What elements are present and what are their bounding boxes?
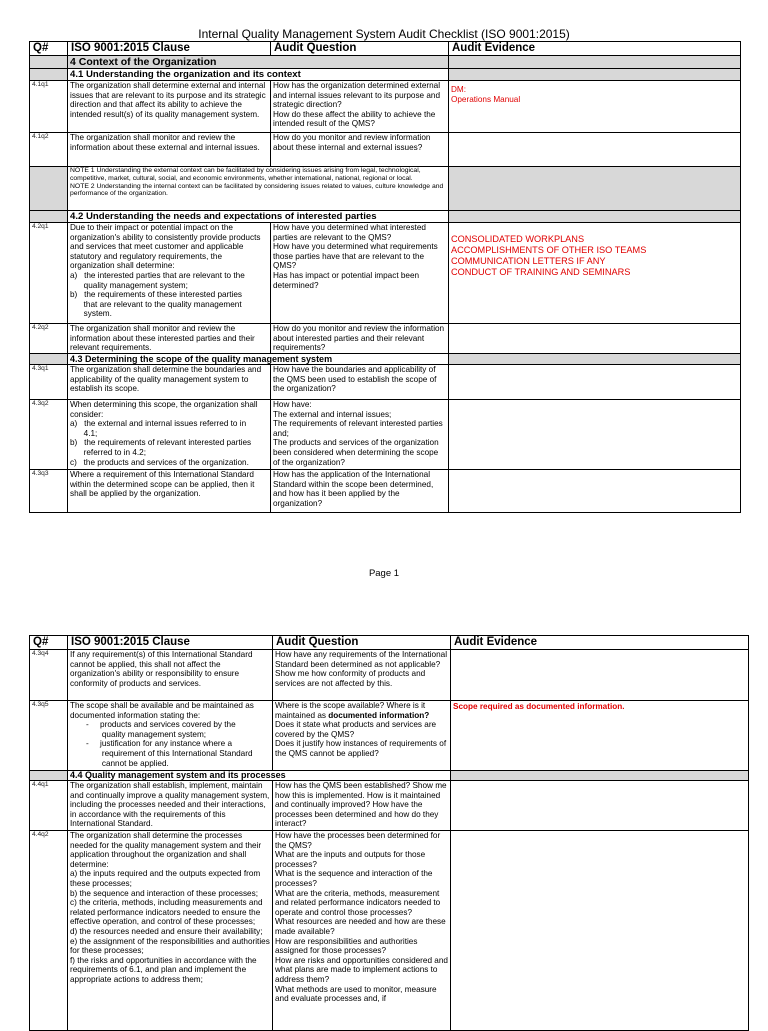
question-number: 4.3q5	[30, 701, 68, 771]
question-number: 4.4q2	[30, 831, 68, 1031]
audit-question: How do you monitor and review information about these internal and external issues?	[271, 133, 449, 167]
question-number: 4.3q1	[30, 365, 68, 400]
table-row	[30, 133, 741, 167]
subsection-row	[30, 771, 749, 781]
audit-question: How have any requirements of the International Standard been determined as not applicable? Show me how conformity of products and services are not affected by this.	[273, 650, 451, 701]
table-row	[30, 400, 741, 470]
header-evidence: Audit Evidence	[449, 42, 741, 56]
subsection-heading: 4.1 Understanding the organization and its context	[68, 69, 449, 81]
table-row	[30, 701, 749, 771]
checklist-table-page-2	[29, 635, 749, 1031]
checklist-table-page-1	[29, 41, 741, 513]
question-number: 4.2q2	[30, 324, 68, 354]
audit-question: Where is the scope available? Where is it maintained as documented information? Does it state what products and services are covered by the QMS? Does it justify how instances of requirements of the QMS cannot be applied?	[273, 701, 451, 771]
table-row	[30, 781, 749, 831]
header-evidence: Audit Evidence	[451, 636, 749, 650]
table-row	[30, 365, 741, 400]
audit-evidence	[449, 324, 741, 354]
subsection-row	[30, 69, 741, 81]
audit-evidence	[451, 781, 749, 831]
subsection-heading: 4.2 Understanding the needs and expectations of interested parties	[68, 211, 449, 223]
header-question: Audit Question	[273, 636, 451, 650]
header-q: Q#	[30, 636, 68, 650]
table-row	[30, 470, 741, 513]
audit-evidence	[451, 831, 749, 1031]
section-heading: 4 Context of the Organization	[68, 56, 449, 69]
audit-evidence	[451, 650, 749, 701]
table-row	[30, 831, 749, 1031]
subsection-row	[30, 354, 741, 365]
header-q: Q#	[30, 42, 68, 56]
audit-question: How have: The external and internal issues; The requirements of relevant interested parties and; The products and services of the organization been considered when determining the scope of the organization?	[271, 400, 449, 470]
table-row	[30, 650, 749, 701]
audit-question: How have the boundaries and applicability of the QMS been used to establish the scope of the organization?	[271, 365, 449, 400]
header-question: Audit Question	[271, 42, 449, 56]
question-number: 4.2q1	[30, 223, 68, 324]
question-number: 4.3q4	[30, 650, 68, 701]
audit-evidence: DM: Operations Manual	[449, 81, 741, 133]
audit-question: How have the processes been determined for the QMS? What are the inputs and outputs for those processes? What is the sequence and interaction of the processes? What are the criteria, methods, measurement and related performance indicators needed to operate and control those processes? What resources are needed and how are these made available? How are responsibilities and authorities assigned for those processes? How are risks and opportunities considered and what plans are made to implement actions to address them? What methods are used to monitor, measure and evaluate processes and, if	[273, 831, 451, 1031]
audit-question: How has the organization determined external and internal issues relevant to its purpose and strategic direction? How do these affect the ability to achieve the intended result of the QMS?	[271, 81, 449, 133]
question-number: 4.3q3	[30, 470, 68, 513]
subsection-heading: 4.4 Quality management system and its processes	[68, 771, 451, 781]
header-clause: ISO 9001:2015 Clause	[68, 636, 273, 650]
question-number: 4.1q1	[30, 81, 68, 133]
audit-question: How have you determined what interested parties are relevant to the QMS? How have you determined what requirements those parties have that are relevant to the QMS? Has has impact or potential impact been determined?	[271, 223, 449, 324]
note-text: NOTE 1 Understanding the external context can be facilitated by considering issues arising from legal, technological, competitive, market, cultural, social, and economic environments, whether international, national, regional or local. NOTE 2 Understanding the internal context can be facilitated by considering issues related to values, culture knowledge and performance of the organization.	[68, 167, 449, 211]
clause-text: The organization shall establish, implement, maintain and continually improve a quality management system, including the processes needed and their interactions, in accordance with the requirements of this International Standard.	[68, 781, 273, 831]
header-clause: ISO 9001:2015 Clause	[68, 42, 271, 56]
subsection-row	[30, 211, 741, 223]
table-row	[30, 324, 741, 354]
audit-evidence	[449, 470, 741, 513]
audit-question: How has the application of the International Standard within the scope been determined, and how has it been applied by the organization?	[271, 470, 449, 513]
clause-text: The organization shall determine external and internal issues that are relevant to its purpose and its strategic direction and that affect its ability to achieve the intended result(s) of its quality management system.	[68, 81, 271, 133]
question-number: 4.4q1	[30, 781, 68, 831]
audit-evidence	[449, 400, 741, 470]
clause-text: The organization shall determine the processes needed for the quality management system and their application throughout the organization and shall determine: a) the inputs required and the outputs expected from these processes; b) the sequence and interaction of these processes; c) the criteria, methods, including measurements and related performance indicators needed to ensure the effective operation, and control of these processes; d) the resources needed and ensure their availability; e) the assignment of the responsibilities and authorities for these processes; f) the risks and opportunities in accordance with the requirements of 6.1, and plan and implement the appropriate actions to address them;	[68, 831, 273, 1031]
clause-text: The organization shall monitor and review the information about these external and internal issues.	[68, 133, 271, 167]
clause-text: When determining this scope, the organization shall consider: a) the external and internal issues referred to in 4.1; b) the requirements of relevant interested parties referred to in 4.2; c) the products and services of the organization.	[68, 400, 271, 470]
clause-text: Where a requirement of this International Standard within the determined scope can be applied, then it shall be applied by the organization.	[68, 470, 271, 513]
audit-evidence: CONSOLIDATED WORKPLANS ACCOMPLISHMENTS OF OTHER ISO TEAMS COMMUNICATION LETTERS IF ANY CONDUCT OF TRAINING AND SEMINARS	[449, 223, 741, 324]
audit-question: How do you monitor and review the information about interested parties and their relevant requirements?	[271, 324, 449, 354]
section-row	[30, 56, 741, 69]
table-header-row	[30, 636, 749, 650]
audit-evidence: Scope required as documented information.	[451, 701, 749, 771]
subsection-heading: 4.3 Determining the scope of the quality management system	[68, 354, 449, 365]
document-title: Internal Quality Management System Audit Checklist (ISO 9001:2015)	[198, 27, 570, 41]
note-row	[30, 167, 741, 211]
clause-text: If any requirement(s) of this International Standard cannot be applied, this shall not affect the organization's ability or responsibility to ensure conformity of products and services.	[68, 650, 273, 701]
page-number: Page 1	[368, 568, 400, 579]
question-number: 4.1q2	[30, 133, 68, 167]
clause-text: The organization shall monitor and review the information about these interested parties and their relevant requirements.	[68, 324, 271, 354]
audit-evidence	[449, 365, 741, 400]
table-header-row	[30, 42, 741, 56]
audit-evidence	[449, 133, 741, 167]
clause-text: The organization shall determine the boundaries and applicability of the quality management system to establish its scope.	[68, 365, 271, 400]
question-number: 4.3q2	[30, 400, 68, 470]
clause-text: Due to their impact or potential impact on the organization's ability to consistently provide products and services that meet customer and applicable statutory and regulatory requirements, the organization shall determine: a) the interested parties that are relevant to the quality management system; b) the requirements of these interested parties that are relevant to the quality management system.	[68, 223, 271, 324]
table-row	[30, 81, 741, 133]
clause-text: The scope shall be available and be maintained as documented information stating the: - products and services covered by the quality management system; - justification for any instance where a requirement of this International Standard cannot be applied.	[68, 701, 273, 771]
table-row	[30, 223, 741, 324]
audit-question: How has the QMS been established? Show me how this is implemented. How is it maintained and continually improved? How have the processes been determined and how do they interact?	[273, 781, 451, 831]
